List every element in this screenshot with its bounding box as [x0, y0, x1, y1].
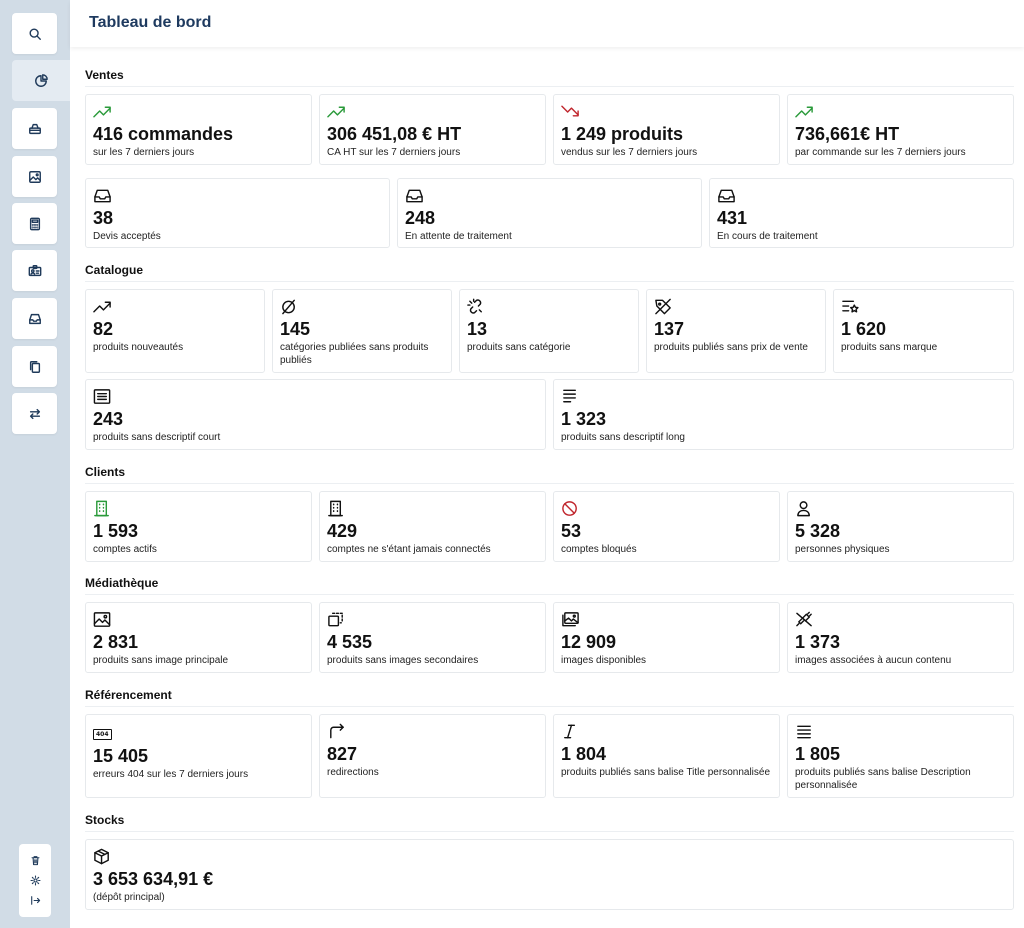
- stat-value: 137: [654, 319, 685, 339]
- stat-card-pending[interactable]: [397, 178, 702, 248]
- align-justify-icon: [795, 723, 815, 741]
- stat-card-no-category[interactable]: [459, 289, 639, 373]
- stat-value: 429: [327, 521, 358, 541]
- sidebar-item-documents[interactable]: [12, 346, 57, 387]
- stat-label: En cours de traitement: [717, 231, 818, 242]
- section-title-referencement: Référencement: [85, 688, 172, 702]
- gear-icon[interactable]: [30, 875, 41, 886]
- stat-value: 145: [280, 319, 311, 339]
- stat-card-never-connected[interactable]: [319, 491, 546, 562]
- stat-value: 5 328: [795, 521, 841, 541]
- unplug-icon: [795, 611, 815, 629]
- trend-up-icon: [795, 103, 815, 121]
- building-icon: [327, 500, 347, 518]
- stat-card-avg-order[interactable]: [787, 94, 1014, 165]
- stat-label: produits sans descriptif court: [93, 432, 221, 443]
- stat-card-empty-categories[interactable]: [272, 289, 452, 373]
- badge-404: 404: [93, 729, 112, 740]
- text-box-icon: [93, 388, 113, 406]
- stat-card-stock-value[interactable]: [85, 839, 1014, 910]
- stat-card-orphan-images[interactable]: [787, 602, 1014, 673]
- italic-icon: [561, 723, 581, 741]
- section-divider: [85, 831, 1014, 832]
- inbox-icon: [717, 187, 737, 205]
- stat-label: comptes bloqués: [561, 544, 637, 555]
- stat-card-no-brand[interactable]: [833, 289, 1014, 373]
- section-divider: [85, 706, 1014, 707]
- trend-up-icon: [93, 298, 113, 316]
- broken-link-icon: [467, 298, 487, 316]
- section-title-ventes: Ventes: [85, 68, 124, 82]
- stat-label: par commande sur les 7 derniers jours: [795, 147, 966, 158]
- trend-down-icon: [561, 103, 581, 121]
- tag-off-icon: [654, 298, 674, 316]
- building-icon: [93, 500, 113, 518]
- stat-label: produits sans catégorie: [467, 342, 571, 353]
- stat-card-in-progress[interactable]: [709, 178, 1014, 248]
- shopping-basket-icon: [28, 122, 42, 136]
- stat-label: En attente de traitement: [405, 231, 512, 242]
- stat-label: produits sans images secondaires: [327, 655, 479, 666]
- image-icon: [93, 611, 113, 629]
- image-icon: [28, 170, 42, 184]
- stat-value: 1 323: [561, 409, 607, 429]
- stat-label: produits nouveautés: [93, 342, 184, 353]
- stat-card-persons[interactable]: [787, 491, 1014, 562]
- stat-label: produits sans image principale: [93, 655, 229, 666]
- stat-card-redirections[interactable]: [319, 714, 546, 798]
- trend-up-icon: [327, 103, 347, 121]
- page-title: Tableau de bord: [89, 14, 212, 31]
- section-title-stocks: Stocks: [85, 813, 125, 827]
- stat-label: images associées à aucun contenu: [795, 655, 952, 666]
- stat-label: erreurs 404 sur les 7 derniers jours: [93, 769, 249, 780]
- search-icon: [28, 27, 42, 41]
- stat-label: vendus sur les 7 derniers jours: [561, 147, 698, 158]
- stat-card-no-secondary-images[interactable]: [319, 602, 546, 673]
- transfer-icon: [28, 407, 42, 421]
- id-card-icon: [28, 264, 42, 278]
- logout-icon[interactable]: [30, 895, 41, 906]
- stat-label: produits publiés sans balise Title personnalisée: [561, 767, 771, 778]
- stat-card-no-main-image[interactable]: [85, 602, 312, 673]
- section-divider: [85, 594, 1014, 595]
- sidebar-item-media[interactable]: [12, 156, 57, 197]
- inbox-icon: [28, 312, 42, 326]
- stat-label: produits publiés sans prix de vente: [654, 342, 808, 353]
- stat-label: catégories publiées sans produits publiés: [280, 342, 429, 366]
- images-icon: [561, 611, 581, 629]
- stat-value: 416 commandes: [93, 124, 234, 144]
- stat-card-no-long-desc[interactable]: [553, 379, 1014, 450]
- section-divider: [85, 483, 1014, 484]
- pie-chart-icon: [34, 74, 48, 88]
- section-title-clients: Clients: [85, 465, 126, 479]
- stat-value: 2 831: [93, 632, 139, 652]
- redirect-icon: [327, 723, 347, 741]
- stat-label: produits sans descriptif long: [561, 432, 685, 443]
- stat-card-new-products[interactable]: [85, 289, 265, 373]
- trash-icon[interactable]: [30, 855, 41, 866]
- stat-value: 736,661€ HT: [795, 124, 900, 144]
- calculator-icon: [28, 217, 42, 231]
- stat-value: 248: [405, 208, 436, 228]
- sidebar-item-orders[interactable]: [12, 108, 57, 149]
- stat-card-404-errors[interactable]: [85, 714, 312, 798]
- stat-value: 306 451,08 € HT: [327, 124, 462, 144]
- stat-value: 82: [93, 319, 114, 339]
- stat-label: comptes ne s'étant jamais connectés: [327, 544, 491, 555]
- stat-value: 13: [467, 319, 488, 339]
- stat-label: sur les 7 derniers jours: [93, 147, 195, 158]
- stat-value: 3 653 634,91 €: [93, 869, 214, 889]
- stat-card-no-title-tag[interactable]: [553, 714, 780, 798]
- stat-label: (dépôt principal): [93, 892, 165, 903]
- sidebar-item-inbox[interactable]: [12, 298, 57, 339]
- stat-card-orders[interactable]: [85, 94, 312, 165]
- section-title-catalogue: Catalogue: [85, 263, 144, 277]
- stat-card-no-short-desc[interactable]: [85, 379, 546, 450]
- box-icon: [93, 848, 113, 866]
- sidebar-item-search[interactable]: [12, 13, 57, 54]
- error-404-icon: [93, 723, 113, 741]
- blocked-icon: [561, 500, 581, 518]
- stat-value: 4 535: [327, 632, 373, 652]
- stat-value: 38: [93, 208, 114, 228]
- stat-card-products-sold[interactable]: [553, 94, 780, 165]
- section-divider: [85, 281, 1014, 282]
- section-title-mediatheque: Médiathèque: [85, 576, 159, 590]
- sidebar-item-dashboard[interactable]: [12, 60, 70, 101]
- stat-value: 1 373: [795, 632, 841, 652]
- stat-value: 15 405: [93, 746, 149, 766]
- stat-value: 827: [327, 744, 358, 764]
- stat-label: images disponibles: [561, 655, 647, 666]
- stat-value: 1 804: [561, 744, 607, 764]
- stat-label: comptes actifs: [93, 544, 157, 555]
- text-lines-icon: [561, 388, 581, 406]
- person-icon: [795, 500, 815, 518]
- sidebar-bottom-tools: [19, 844, 51, 917]
- stat-value: 53: [561, 521, 582, 541]
- sidebar: [0, 0, 70, 928]
- page-header: [70, 0, 1024, 47]
- sidebar-item-accounting[interactable]: [12, 203, 57, 244]
- inbox-icon: [405, 187, 425, 205]
- stat-label: Devis acceptés: [93, 231, 161, 242]
- stat-card-revenue[interactable]: [319, 94, 546, 165]
- sidebar-item-sync[interactable]: [12, 393, 57, 434]
- stat-card-quotes-accepted[interactable]: [85, 178, 390, 248]
- stat-value: 1 805: [795, 744, 841, 764]
- stat-label: produits publiés sans balise Description personnalisée: [795, 767, 971, 791]
- trend-up-icon: [93, 103, 113, 121]
- stat-card-no-price[interactable]: [646, 289, 826, 373]
- stat-card-active-accounts[interactable]: [85, 491, 312, 562]
- stat-label: produits sans marque: [841, 342, 938, 353]
- stat-card-no-description-tag[interactable]: [787, 714, 1014, 798]
- copy-icon: [28, 360, 42, 374]
- stat-label: redirections: [327, 767, 379, 778]
- stat-value: 1 593: [93, 521, 139, 541]
- stat-label: personnes physiques: [795, 544, 890, 555]
- stat-value: 1 620: [841, 319, 887, 339]
- stat-value: 12 909: [561, 632, 617, 652]
- section-divider: [85, 86, 1014, 87]
- stat-value: 243: [93, 409, 124, 429]
- stat-label: CA HT sur les 7 derniers jours: [327, 147, 461, 158]
- stat-value: 1 249 produits: [561, 124, 684, 144]
- sidebar-item-customers[interactable]: [12, 250, 57, 291]
- images-dashed-icon: [327, 611, 347, 629]
- inbox-icon: [93, 187, 113, 205]
- list-star-icon: [841, 298, 861, 316]
- stat-card-available-images[interactable]: [553, 602, 780, 673]
- stat-value: 431: [717, 208, 748, 228]
- stat-card-blocked[interactable]: [553, 491, 780, 562]
- empty-set-icon: [280, 298, 300, 316]
